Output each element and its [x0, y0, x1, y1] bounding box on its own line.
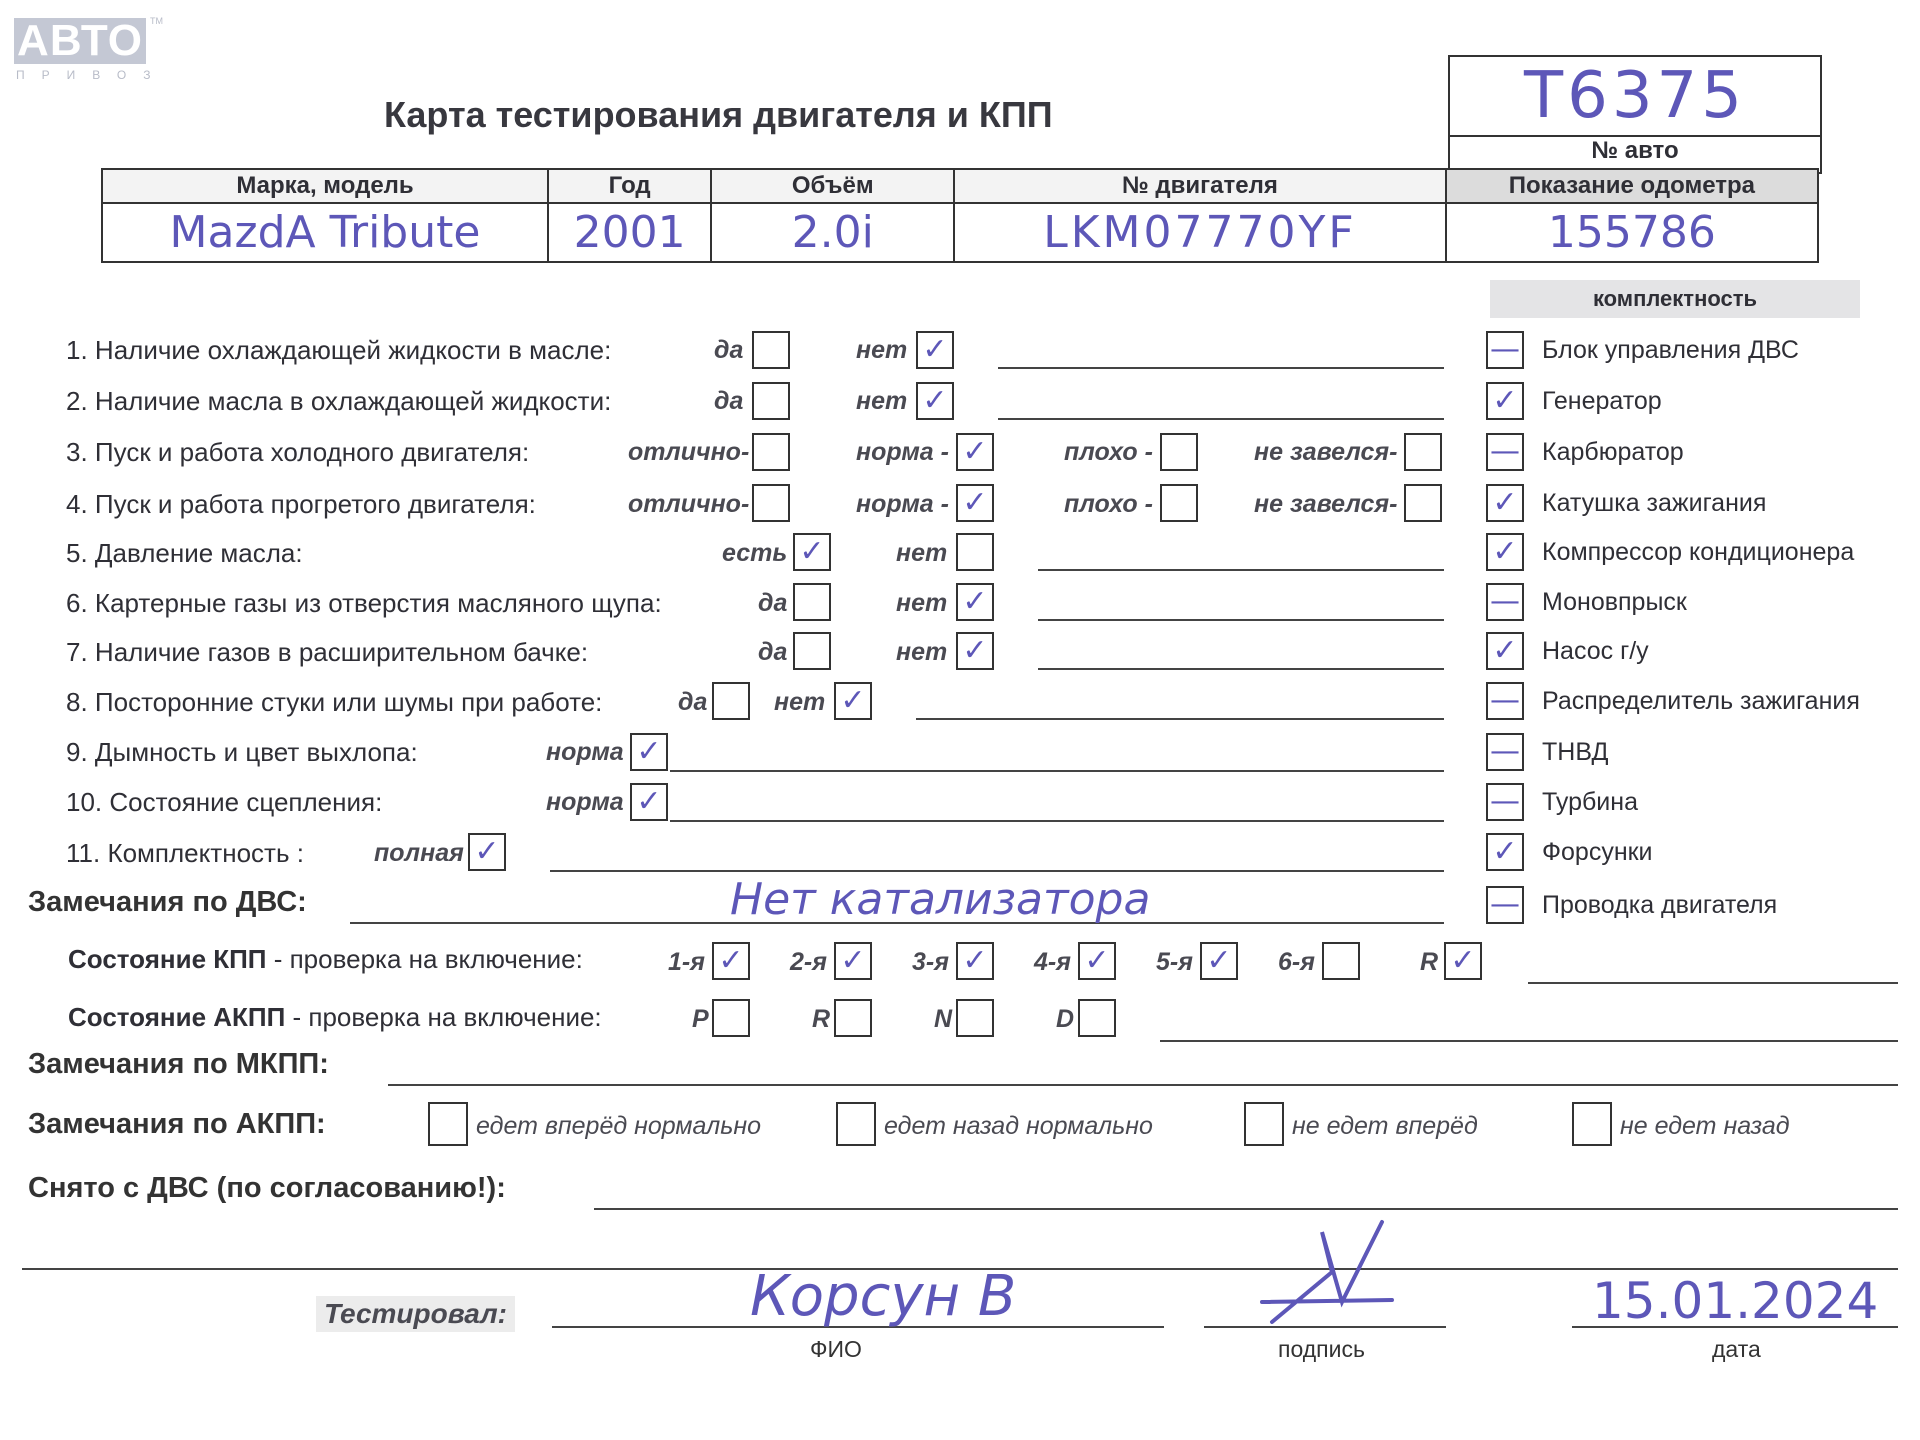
- q6-no-checkbox[interactable]: ✓: [956, 583, 994, 621]
- q2-note-line: [998, 418, 1444, 420]
- akpp-p-checkbox[interactable]: [712, 999, 750, 1037]
- header-make-model: Марка, модель: [102, 169, 548, 203]
- value-engine-number: LKM07770YF: [954, 203, 1446, 262]
- q6-no-label: нет: [896, 589, 948, 617]
- kpp-gear-3-label: 3-я: [912, 948, 949, 976]
- akpp-no-backward-checkbox[interactable]: [1572, 1102, 1612, 1146]
- question-8: 8. Посторонние стуки или шумы при работе:: [66, 687, 603, 717]
- akpp-r-checkbox[interactable]: [834, 999, 872, 1037]
- completeness-checkbox[interactable]: —: [1486, 583, 1524, 621]
- akpp-forward-ok-checkbox[interactable]: [428, 1102, 468, 1146]
- completeness-label: Генератор: [1542, 387, 1662, 415]
- q8-no-label: нет: [774, 688, 826, 716]
- q5-no-checkbox[interactable]: [956, 533, 994, 571]
- completeness-label: Блок управления ДВС: [1542, 336, 1799, 364]
- q10-normal-label: норма: [546, 788, 624, 816]
- kpp-gear-r-checkbox[interactable]: ✓: [1444, 942, 1482, 980]
- logo-sub: ПРИВОЗ: [16, 68, 168, 82]
- q6-note-line: [1038, 619, 1444, 621]
- kpp-gear-r-label: R: [1420, 948, 1439, 976]
- kpp-gear-1-checkbox[interactable]: ✓: [712, 942, 750, 980]
- logo-tm: TM: [150, 16, 163, 26]
- q3-normal-label: норма -: [856, 438, 949, 466]
- auto-number-label: № авто: [1591, 137, 1679, 164]
- completeness-label: Карбюратор: [1542, 438, 1684, 466]
- date-label: дата: [1712, 1336, 1761, 1362]
- q1-yes-checkbox[interactable]: [752, 331, 790, 369]
- completeness-checkbox[interactable]: —: [1486, 433, 1524, 471]
- akpp-label: [68, 1002, 602, 1033]
- q2-no-label: нет: [856, 387, 908, 415]
- completeness-label: Форсунки: [1542, 838, 1653, 866]
- q1-no-label: нет: [856, 336, 908, 364]
- signature-mark: [1252, 1212, 1412, 1332]
- kpp-gear-4-checkbox[interactable]: ✓: [1078, 942, 1116, 980]
- completeness-checkbox[interactable]: —: [1486, 886, 1524, 924]
- completeness-label: Распределитель зажигания: [1542, 687, 1860, 715]
- akpp-d-label: D: [1056, 1005, 1075, 1033]
- kpp-gear-2-label: 2-я: [790, 948, 827, 976]
- q3-excellent-label: отлично-: [628, 438, 750, 466]
- q11-full-checkbox[interactable]: ✓: [468, 833, 506, 871]
- question-7: 7. Наличие газов в расширительном бачке:: [66, 637, 589, 667]
- question-4: 4. Пуск и работа прогретого двигателя:: [66, 489, 536, 519]
- remarks-dvs-label: Замечания по ДВС:: [28, 886, 307, 918]
- q2-no-checkbox[interactable]: ✓: [916, 382, 954, 420]
- q3-bad-checkbox[interactable]: [1160, 433, 1198, 471]
- q7-no-label: нет: [896, 638, 948, 666]
- akpp-label-bold: Состояние АКПП: [68, 1002, 286, 1032]
- q4-excellent-checkbox[interactable]: [752, 484, 790, 522]
- completeness-label: Проводка двигателя: [1542, 891, 1778, 919]
- remarks-dvs-value: Нет катализатора: [730, 874, 1151, 925]
- q5-present-label: есть: [722, 539, 788, 567]
- question-11: 11. Комплектность :: [66, 838, 304, 868]
- akpp-d-checkbox[interactable]: [1078, 999, 1116, 1037]
- q8-yes-checkbox[interactable]: [712, 682, 750, 720]
- q4-not-started-checkbox[interactable]: [1404, 484, 1442, 522]
- fio-value: Корсун В: [750, 1264, 1017, 1329]
- completeness-checkbox[interactable]: ✓: [1486, 833, 1524, 871]
- q4-bad-checkbox[interactable]: [1160, 484, 1198, 522]
- removed-line: [594, 1208, 1898, 1210]
- value-odometer: 155786: [1446, 203, 1818, 262]
- completeness-checkbox[interactable]: —: [1486, 733, 1524, 771]
- q4-not-started-label: не завелся-: [1254, 490, 1398, 518]
- q9-note-line: [670, 770, 1444, 772]
- remarks-mkpp-line: [388, 1084, 1898, 1086]
- akpp-n-checkbox[interactable]: [956, 999, 994, 1037]
- kpp-gear-6-checkbox[interactable]: [1322, 942, 1360, 980]
- header-year: Год: [548, 169, 711, 203]
- question-2: 2. Наличие масла в охлаждающей жидкости:: [66, 386, 612, 416]
- q11-full-label: полная: [374, 839, 464, 867]
- date-value: 15.01.2024: [1592, 1272, 1879, 1330]
- kpp-gear-2-checkbox[interactable]: ✓: [834, 942, 872, 980]
- completeness-checkbox[interactable]: —: [1486, 331, 1524, 369]
- kpp-gear-5-label: 5-я: [1156, 948, 1193, 976]
- akpp-p-label: P: [692, 1005, 709, 1033]
- q6-yes-label: да: [758, 589, 788, 617]
- akpp-forward-ok-label: едет вперёд нормально: [476, 1112, 762, 1140]
- header-volume: Объём: [711, 169, 954, 203]
- q7-yes-checkbox[interactable]: [793, 632, 831, 670]
- completeness-label: Турбина: [1542, 788, 1638, 816]
- q7-yes-label: да: [758, 638, 788, 666]
- q4-excellent-label: отлично-: [628, 490, 750, 518]
- q8-no-checkbox[interactable]: ✓: [834, 682, 872, 720]
- completeness-label: ТНВД: [1542, 738, 1609, 766]
- question-3: 3. Пуск и работа холодного двигателя:: [66, 437, 530, 467]
- completeness-label: Катушка зажигания: [1542, 489, 1767, 517]
- completeness-checkbox[interactable]: —: [1486, 783, 1524, 821]
- q3-excellent-checkbox[interactable]: [752, 433, 790, 471]
- completeness-label: Моновпрыск: [1542, 588, 1687, 616]
- q7-no-checkbox[interactable]: ✓: [956, 632, 994, 670]
- q5-no-label: нет: [896, 539, 948, 567]
- akpp-r-label: R: [812, 1005, 831, 1033]
- akpp-no-backward-label: не едет назад: [1620, 1112, 1790, 1140]
- kpp-label-rest: - проверка на включение:: [266, 944, 583, 974]
- akpp-no-forward-checkbox[interactable]: [1244, 1102, 1284, 1146]
- kpp-gear-4-label: 4-я: [1034, 948, 1071, 976]
- q1-note-line: [998, 367, 1444, 369]
- header-engine-number: № двигателя: [954, 169, 1446, 203]
- q6-yes-checkbox[interactable]: [793, 583, 831, 621]
- kpp-gear-5-checkbox[interactable]: ✓: [1200, 942, 1238, 980]
- remarks-akpp-label: Замечания по АКПП:: [28, 1108, 326, 1140]
- kpp-gear-3-checkbox[interactable]: ✓: [956, 942, 994, 980]
- completeness-label: Компрессор кондиционера: [1542, 538, 1855, 566]
- logo: [14, 18, 167, 82]
- q3-not-started-label: не завелся-: [1254, 438, 1398, 466]
- q9-normal-label: норма: [546, 738, 624, 766]
- completeness-checkbox[interactable]: ✓: [1486, 484, 1524, 522]
- tested-label: Тестировал:: [316, 1296, 515, 1332]
- header-odometer: Показание одометра: [1446, 169, 1818, 203]
- vehicle-info-table: [101, 168, 1819, 263]
- fio-label: ФИО: [810, 1336, 862, 1362]
- page-title: Карта тестирования двигателя и КПП: [384, 94, 1053, 135]
- q10-normal-checkbox[interactable]: ✓: [630, 783, 668, 821]
- value-make-model: MazdA Tribute: [102, 203, 548, 262]
- q4-normal-checkbox[interactable]: ✓: [956, 484, 994, 522]
- kpp-label-bold: Состояние КПП: [68, 944, 267, 974]
- logo-main: АВТО: [14, 18, 146, 64]
- completeness-label: Насос г/у: [1542, 637, 1649, 665]
- kpp-gear-6-label: 6-я: [1278, 948, 1315, 976]
- q5-present-checkbox[interactable]: ✓: [793, 533, 831, 571]
- q8-yes-label: да: [678, 688, 708, 716]
- q3-not-started-checkbox[interactable]: [1404, 433, 1442, 471]
- completeness-header: комплектность: [1490, 280, 1860, 318]
- question-6: 6. Картерные газы из отверстия масляного щупа:: [66, 588, 662, 618]
- q2-yes-checkbox[interactable]: [752, 382, 790, 420]
- kpp-note-line: [1528, 982, 1898, 984]
- q3-bad-label: плохо -: [1064, 438, 1153, 466]
- question-5: 5. Давление масла:: [66, 538, 303, 568]
- completeness-checkbox[interactable]: ✓: [1486, 533, 1524, 571]
- q9-normal-checkbox[interactable]: ✓: [630, 733, 668, 771]
- q11-note-line: [550, 870, 1444, 872]
- q1-yes-label: да: [714, 336, 744, 364]
- auto-number-box: [1448, 55, 1822, 174]
- akpp-note-line: [1160, 1040, 1898, 1042]
- q3-normal-checkbox[interactable]: ✓: [956, 433, 994, 471]
- q7-note-line: [1038, 668, 1444, 670]
- q5-note-line: [1038, 569, 1444, 571]
- q1-no-checkbox[interactable]: ✓: [916, 331, 954, 369]
- akpp-backward-ok-label: едет назад нормально: [884, 1112, 1153, 1140]
- akpp-label-rest: - проверка на включение:: [285, 1002, 602, 1032]
- auto-number-value: T6375: [1524, 59, 1746, 133]
- question-1: 1. Наличие охлаждающей жидкости в масле:: [66, 335, 612, 365]
- akpp-no-forward-label: не едет вперёд: [1292, 1112, 1478, 1140]
- question-10: 10. Состояние сцепления:: [66, 787, 383, 817]
- q4-bad-label: плохо -: [1064, 490, 1153, 518]
- q4-normal-label: норма -: [856, 490, 949, 518]
- akpp-n-label: N: [934, 1005, 953, 1033]
- q10-note-line: [670, 820, 1444, 822]
- kpp-gear-1-label: 1-я: [668, 948, 705, 976]
- akpp-backward-ok-checkbox[interactable]: [836, 1102, 876, 1146]
- question-9: 9. Дымность и цвет выхлопа:: [66, 737, 418, 767]
- remarks-mkpp-label: Замечания по МКПП:: [28, 1048, 329, 1080]
- q8-note-line: [916, 718, 1444, 720]
- completeness-checkbox[interactable]: ✓: [1486, 382, 1524, 420]
- completeness-checkbox[interactable]: —: [1486, 682, 1524, 720]
- completeness-checkbox[interactable]: ✓: [1486, 632, 1524, 670]
- value-year: 2001: [548, 203, 711, 262]
- kpp-label: [68, 944, 583, 975]
- removed-label: Снято с ДВС (по согласованию!):: [28, 1172, 506, 1204]
- signature-label: подпись: [1278, 1336, 1365, 1362]
- value-volume: 2.0i: [711, 203, 954, 262]
- q2-yes-label: да: [714, 387, 744, 415]
